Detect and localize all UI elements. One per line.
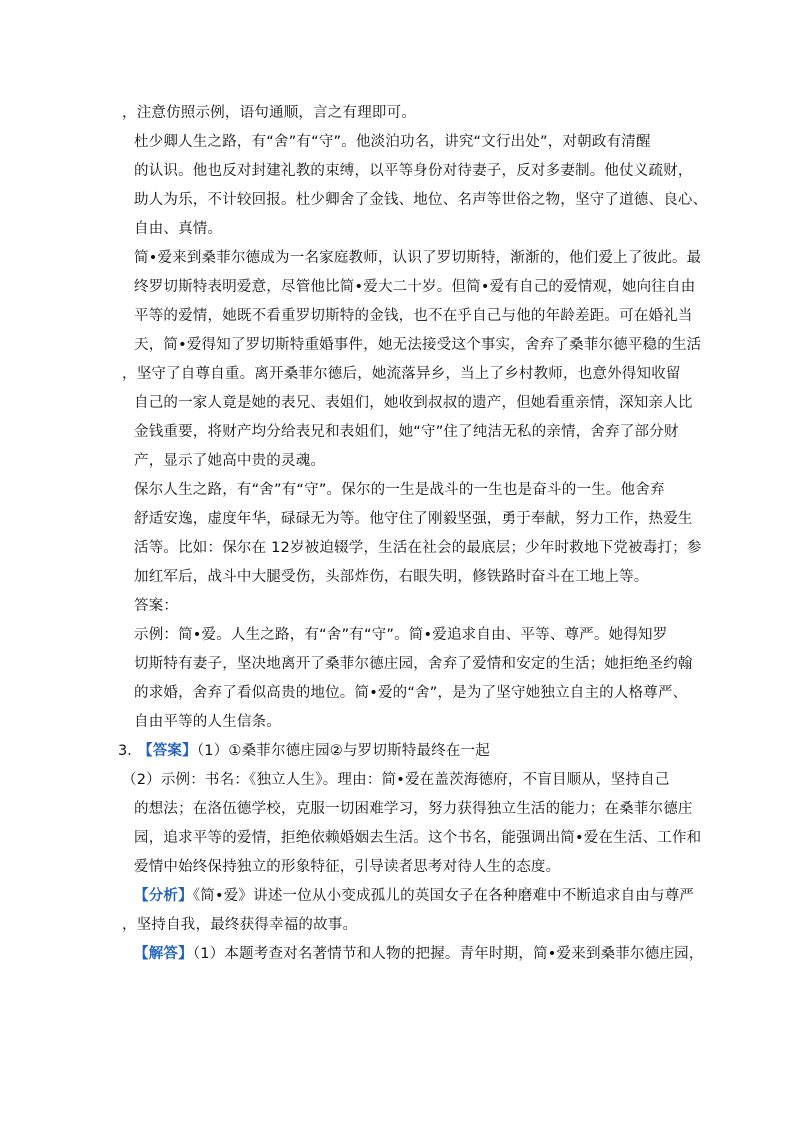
text-line: 的求婚，舍弃了看似高贵的地位。简•爱的“舍”，是为了坚守她独立自主的人格尊严、 — [134, 685, 688, 701]
analysis-tag: 【分析】 — [134, 888, 193, 904]
text-line: 金钱重要，将财产均分给表兄和表姐们，她“守”住了纯洁无私的亲情，舍弃了部分财 — [134, 424, 679, 440]
text-line: 保尔人生之路，有“舍”有“守”。保尔的一生是战斗的一生也是奋斗的一生。他舍弃 — [134, 482, 665, 498]
text-line: （2）示例：书名：《独立人生》。理由：简•爱在盖茨海德府，不盲目顺从，坚持自己 — [122, 772, 670, 788]
text-line: ，注意仿照示例，语句通顺，言之有理即可。 — [122, 105, 416, 121]
text-line: 示例：简•爱。人生之路，有“舍”有“守”。简•爱追求自由、平等、尊严。她得知罗 — [134, 627, 668, 643]
text-line: 舒适安逸，虚度年华，碌碌无为等。他守住了刚毅坚强，勇于奉献，努力工作，热爱生 — [134, 511, 693, 527]
text-line: 产，显示了她高中贵的灵魂。 — [134, 453, 326, 469]
answer-text: （1）①桑菲尔德庄园②与罗切斯特最终在一起 — [196, 743, 490, 759]
text-line: ，坚守了自尊自重。离开桑菲尔德后，她流落异乡，当上了乡村教师，也意外得知收留 — [122, 366, 681, 382]
question-number: 3． — [118, 743, 142, 759]
text-line: 的认识。他也反对封建礼教的束缚，以平等身份对待妻子，反对多妻制。他仗义疏财， — [134, 163, 693, 179]
analysis-line — [134, 886, 694, 906]
text-line: 自己的一家人竟是她的表兄、表姐们，她收到叔叔的遗产，但她看重亲情，深知亲人比 — [134, 395, 693, 411]
answer-label: 答案： — [134, 598, 179, 614]
text-line: 平等的爱情，她既不看重罗切斯特的金钱，也不在乎自己与他的年龄差距。可在婚礼当 — [134, 308, 693, 324]
text-line: 杜少卿人生之路，有“舍”有“守”。他淡泊功名，讲究“文行出处”，对朝政有清醒 — [134, 134, 651, 150]
text-line: 的想法；在洛伍德学校，克服一切困难学习，努力获得独立生活的能力；在桑菲尔德庄 — [134, 801, 693, 817]
text-line: 活等。比如：保尔在 12岁被迫辍学，生活在社会的最底层；少年时救地下党被毒打；参 — [134, 540, 702, 556]
text-line: 园，追求平等的爱情，拒绝依赖婚姻去生活。这个书名，能强调出简•爱在生活、工作和 — [134, 830, 702, 846]
text-line: 爱情中始终保持独立的形象特征，引导读者思考对待人生的态度。 — [134, 859, 561, 875]
text-line: 加红军后，战斗中大腿受伤，头部炸伤，右眼失明，修铁路时奋斗在工地上等。 — [134, 569, 649, 585]
text-line: 助人为乐，不计较回报。杜少卿舍了金钱、地位、名声等世俗之物，坚守了道德、良心、 — [134, 192, 708, 208]
text-line: 自由、真情。 — [134, 221, 223, 237]
text-line: 天，简•爱得知了罗切斯特重婚事件，她无法接受这个事实，舍弃了桑菲尔德平稳的生活 — [134, 337, 702, 353]
solution-tag: 【解答】 — [134, 946, 193, 962]
text-line: 自由平等的人生信条。 — [134, 714, 281, 730]
question-answer-line — [138, 741, 698, 761]
text-line: ，坚持自我，最终获得幸福的故事。 — [122, 917, 358, 933]
solution-text: （1）本题考查对名著情节和人物的把握。青年时期，简•爱来到桑菲尔德庄园， — [192, 946, 704, 962]
text-line: 终罗切斯特表明爱意，尽管他比简•爱大二十岁。但简•爱有自己的爱情观，她向往自由 — [134, 279, 696, 295]
text-line: 切斯特有妻子，坚决地离开了桑菲尔德庄园，舍弃了爱情和安定的生活；她拒绝圣约翰 — [134, 656, 693, 672]
answer-tag: 【答案】 — [138, 743, 197, 759]
solution-line — [134, 944, 704, 964]
text-line: 简•爱来到桑菲尔德成为一名家庭教师，认识了罗切斯特，渐渐的，他们爱上了彼此。最 — [134, 250, 702, 266]
analysis-text: 《简•爱》讲述一位从小变成孤儿的英国女子在各种磨难中不断追求自由与尊严 — [192, 888, 695, 904]
